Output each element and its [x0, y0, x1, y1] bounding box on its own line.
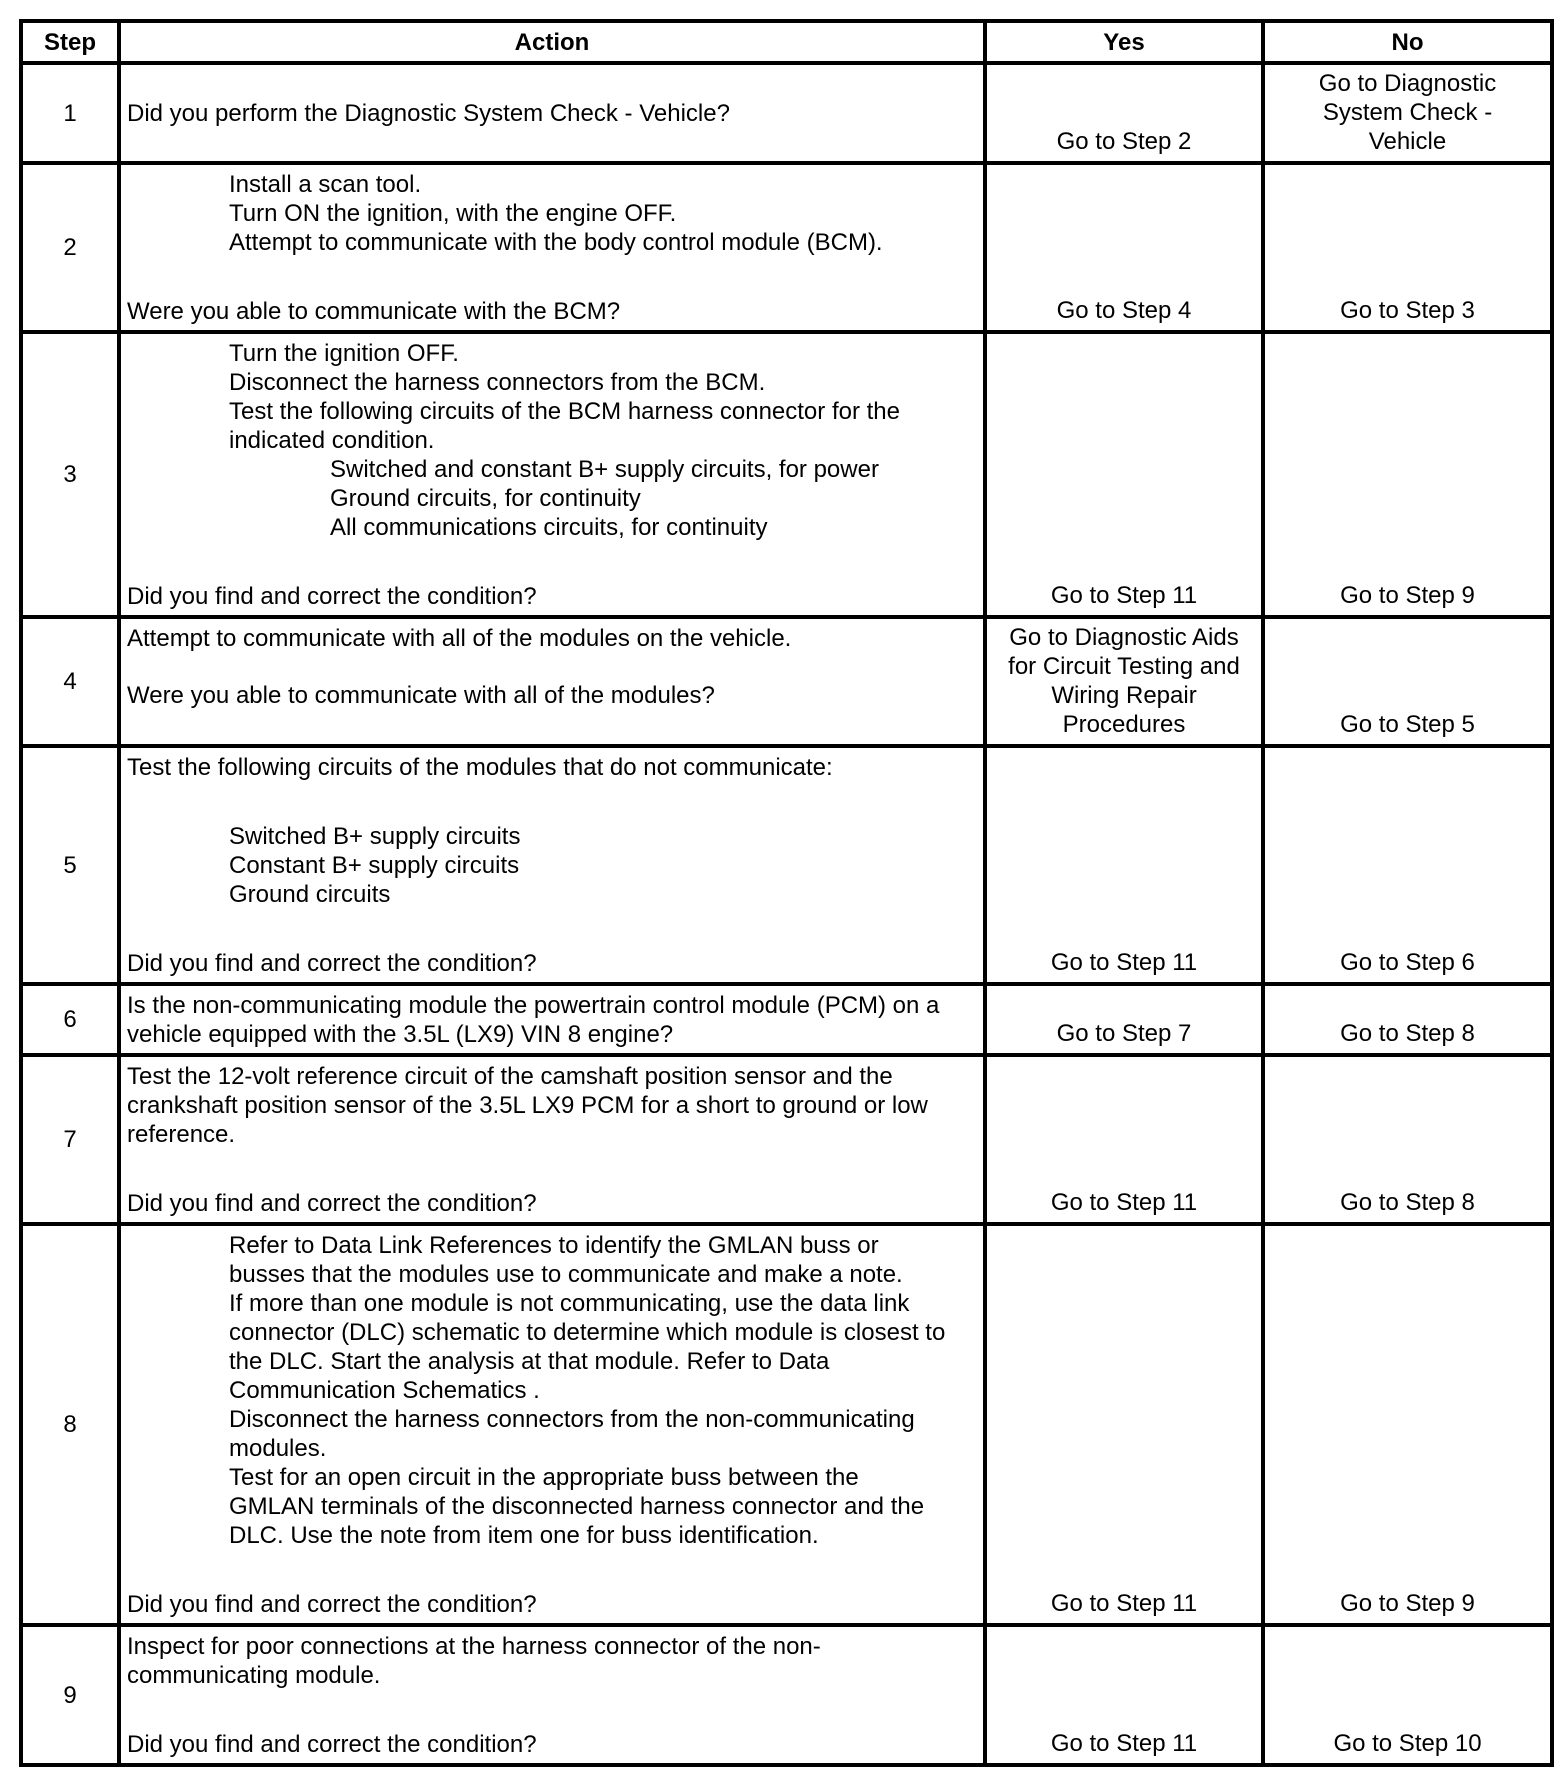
action-cell [119, 63, 985, 163]
bullet-item: Turn the ignition OFF. [229, 340, 459, 367]
step-number: 9 [21, 1625, 119, 1765]
step-number: 4 [21, 617, 119, 746]
bullet-item: Attempt to communicate with the body control module (BCM). [229, 229, 883, 256]
bullet-item: Communication Schematics . [229, 1377, 540, 1404]
table-row [21, 163, 1552, 332]
sub-bullet-item: All communications circuits, for continuity [330, 514, 768, 541]
action-text: vehicle equipped with the 3.5L (LX9) VIN 8 engine? [127, 1021, 674, 1048]
sub-bullet-item: Switched and constant B+ supply circuits, for power [330, 456, 879, 483]
bullet-item: GMLAN terminals of the disconnected harness connector and the [229, 1493, 925, 1520]
question-text: Did you find and correct the condition? [127, 1731, 537, 1758]
yes-cell: Go to Step 11 [985, 1625, 1263, 1765]
bullet-item: Constant B+ supply circuits [229, 852, 520, 879]
bullet-item: Turn ON the ignition, with the engine OFF. [229, 200, 677, 227]
no-line: Go to Diagnostic [1318, 70, 1497, 97]
header-yes: Yes [985, 21, 1263, 63]
action-cell [119, 163, 985, 332]
diagnostic-table [19, 19, 1554, 1767]
table-row [21, 63, 1552, 163]
action-text: crankshaft position sensor of the 3.5L LX9 PCM for a short to ground or low [127, 1092, 928, 1119]
yes-line: for Circuit Testing and [1008, 653, 1240, 680]
action-cell [119, 984, 985, 1055]
bullet-item: the DLC. Start the analysis at that module. Refer to Data [229, 1348, 830, 1375]
action-text: Attempt to communicate with all of the modules on the vehicle. [127, 625, 792, 652]
step-number: 5 [21, 746, 119, 984]
bullet-item: Ground circuits [229, 881, 391, 908]
step-number: 6 [21, 984, 119, 1055]
bullet-item: Install a scan tool. [229, 171, 422, 198]
no-cell: Go to Step 10 [1263, 1625, 1552, 1765]
table-row [21, 1625, 1552, 1765]
question-text: Did you find and correct the condition? [127, 1591, 537, 1618]
question-text: Were you able to communicate with the BCM? [127, 298, 621, 325]
no-cell: Go to Step 9 [1263, 332, 1552, 617]
step-number: 7 [21, 1055, 119, 1224]
bullet-item: indicated condition. [229, 427, 435, 454]
bullet-item: connector (DLC) schematic to determine which module is closest to [229, 1319, 946, 1346]
no-cell: Go to Step 8 [1263, 1055, 1552, 1224]
table-row [21, 746, 1552, 984]
step-number: 2 [21, 163, 119, 332]
yes-line: Procedures [1062, 711, 1186, 738]
no-line: Vehicle [1368, 128, 1447, 155]
step-number: 1 [21, 63, 119, 163]
table-row [21, 984, 1552, 1055]
question-text: Were you able to communicate with all of the modules? [127, 682, 715, 709]
action-cell [119, 332, 985, 617]
action-cell [119, 746, 985, 984]
header-row [21, 21, 1552, 63]
header-no: No [1263, 21, 1552, 63]
action-cell [119, 617, 985, 746]
bullet-item: Test for an open circuit in the appropriate buss between the [229, 1464, 859, 1491]
no-cell: Go to Step 8 [1263, 984, 1552, 1055]
question-text: Did you find and correct the condition? [127, 583, 537, 610]
table-row [21, 617, 1552, 746]
no-line: System Check - [1322, 99, 1493, 126]
action-cell [119, 1625, 985, 1765]
table-row [21, 1055, 1552, 1224]
yes-cell: Go to Step 7 [985, 984, 1263, 1055]
question-text: Did you find and correct the condition? [127, 1190, 537, 1217]
yes-cell: Go to Step 11 [985, 1224, 1263, 1625]
header-step: Step [21, 21, 119, 63]
yes-cell: Go to Step 11 [985, 332, 1263, 617]
action-text: Test the following circuits of the modules that do not communicate: [127, 754, 833, 781]
action-cell [119, 1055, 985, 1224]
no-cell: Go to Step 9 [1263, 1224, 1552, 1625]
no-cell: Go to Step 3 [1263, 163, 1552, 332]
no-cell [1263, 63, 1552, 163]
yes-line: Wiring Repair [1051, 682, 1197, 709]
no-cell: Go to Step 5 [1263, 617, 1552, 746]
step-number: 8 [21, 1224, 119, 1625]
bullet-item: Switched B+ supply circuits [229, 823, 521, 850]
bullet-item: Disconnect the harness connectors from the non-communicating [229, 1406, 915, 1433]
action-text: reference. [127, 1121, 236, 1148]
bullet-item: Disconnect the harness connectors from the BCM. [229, 369, 766, 396]
no-cell: Go to Step 6 [1263, 746, 1552, 984]
table-row [21, 1224, 1552, 1625]
action-cell [119, 1224, 985, 1625]
yes-line: Go to Diagnostic Aids [1009, 624, 1239, 651]
action-text: Is the non-communicating module the powertrain control module (PCM) on a [127, 992, 940, 1019]
bullet-item: If more than one module is not communicating, use the data link [229, 1290, 910, 1317]
bullet-item: busses that the modules use to communicate and make a note. [229, 1261, 903, 1288]
diagnostic-table-page [19, 19, 1550, 1767]
bullet-item: modules. [229, 1435, 327, 1462]
header-action: Action [119, 21, 985, 63]
question-text: Did you perform the Diagnostic System Check - Vehicle? [127, 100, 730, 127]
table-row [21, 332, 1552, 617]
step-number: 3 [21, 332, 119, 617]
sub-bullet-item: Ground circuits, for continuity [330, 485, 641, 512]
action-text: Inspect for poor connections at the harness connector of the non- [127, 1633, 821, 1660]
bullet-item: Refer to Data Link References to identify the GMLAN buss or [229, 1232, 879, 1259]
bullet-item: DLC. Use the note from item one for buss identification. [229, 1522, 819, 1549]
action-text: communicating module. [127, 1662, 381, 1689]
bullet-item: Test the following circuits of the BCM harness connector for the [229, 398, 900, 425]
yes-cell: Go to Step 11 [985, 1055, 1263, 1224]
yes-cell [985, 617, 1263, 746]
yes-cell: Go to Step 2 [985, 63, 1263, 163]
question-text: Did you find and correct the condition? [127, 950, 537, 977]
yes-cell: Go to Step 11 [985, 746, 1263, 984]
action-text: Test the 12-volt reference circuit of the camshaft position sensor and the [127, 1063, 893, 1090]
yes-cell: Go to Step 4 [985, 163, 1263, 332]
